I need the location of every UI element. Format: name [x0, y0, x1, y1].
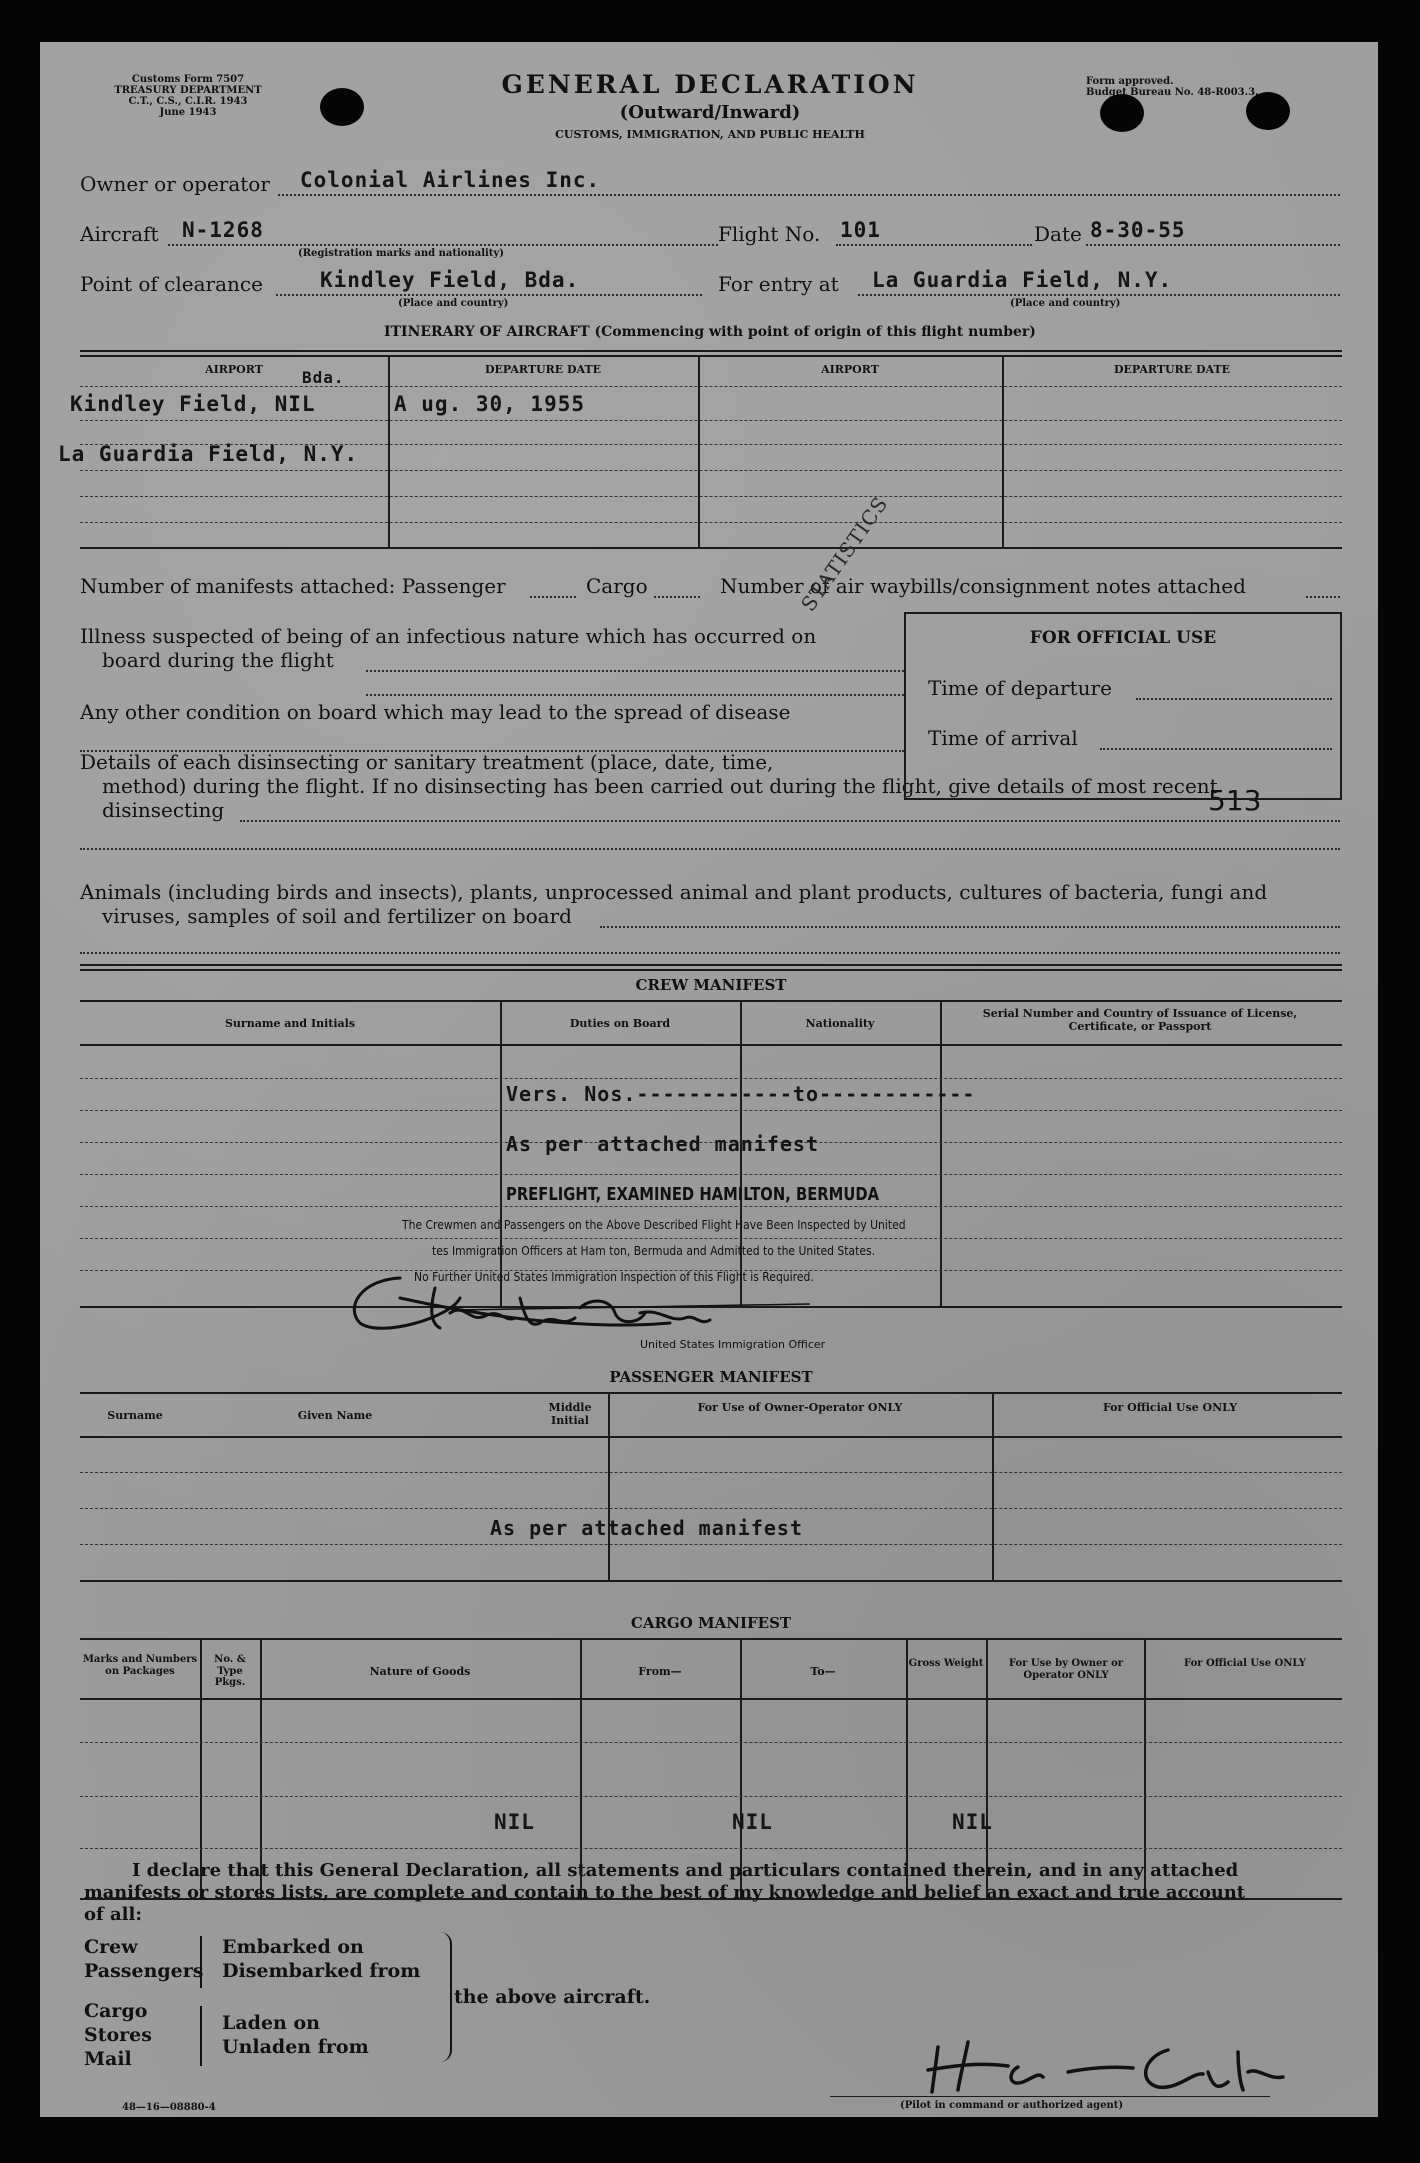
itinerary-div-3 — [1002, 355, 1004, 547]
itinerary-header-departure-2: DEPARTURE DATE — [1113, 363, 1231, 376]
preflight-stamp-line-1: The Crewmen and Passengers on the Above Described Flight Have Been Inspected by United — [402, 1218, 906, 1232]
cargo-header-to: To— — [810, 1665, 836, 1678]
cargo-div — [1144, 1638, 1146, 1898]
declaration-stores: Stores — [84, 2024, 152, 2046]
itinerary-row-line — [80, 522, 1342, 523]
passenger-bottom-rule — [80, 1580, 1342, 1582]
entry-label: For entry at — [718, 272, 839, 296]
declaration-brace-1 — [200, 1936, 202, 1988]
itinerary-bda-note: Bda. — [302, 368, 345, 387]
itinerary-row-line — [80, 470, 1342, 471]
itinerary-departure-1: A ug. 30, 1955 — [394, 392, 586, 416]
cargo-nil-1: NIL — [494, 1810, 535, 1834]
itinerary-top-rule — [80, 350, 1342, 352]
itinerary-bottom-rule — [80, 547, 1342, 549]
cargo-nil-3: NIL — [952, 1810, 993, 1834]
passenger-div-1 — [608, 1392, 610, 1580]
declaration-embarked: Embarked on — [222, 1936, 364, 1958]
entry-note: (Place and country) — [1010, 298, 1121, 309]
declaration-cargo: Cargo — [84, 2000, 148, 2022]
cargo-header-weight: Gross Weight — [908, 1658, 984, 1669]
aircraft-label: Aircraft — [80, 222, 159, 246]
itinerary-airport-1: Kindley Field, NIL — [70, 392, 316, 416]
animals-line — [600, 926, 1340, 928]
entry-line — [858, 294, 1340, 296]
details-line — [240, 820, 1340, 822]
cargo-col-rule — [80, 1698, 1342, 1700]
declaration-text-3: of all: — [84, 1904, 142, 1925]
punch-hole-right-1 — [1100, 94, 1144, 132]
details-line-2 — [80, 848, 1340, 850]
illness-line-2 — [366, 694, 904, 696]
crew-col-rule — [80, 1044, 1342, 1046]
immigration-officer-title: United States Immigration Officer — [640, 1338, 826, 1351]
crew-row-line — [80, 1238, 1342, 1239]
cargo-header-nature: Nature of Goods — [369, 1665, 471, 1678]
owner-label: Owner or operator — [80, 172, 270, 196]
animals-label-1: Animals (including birds and insects), plants, unprocessed animal and plant products, cultures of bacteria, fungi and — [80, 880, 1268, 904]
cargo-header-from: From— — [638, 1665, 682, 1678]
time-of-arrival-label: Time of arrival — [928, 726, 1078, 750]
declaration-text-1: I declare that this General Declaration, all statements and particulars contained therein, and in any attached — [132, 1860, 1239, 1881]
declaration-crew: Crew — [84, 1936, 138, 1958]
crew-header-surname: Surname and Initials — [224, 1017, 356, 1030]
clearance-note: (Place and country) — [398, 298, 509, 309]
illness-label-2: board during the flight — [102, 648, 334, 672]
declaration-unladen: Unladen from — [222, 2036, 369, 2058]
flight-value: 101 — [840, 218, 881, 242]
details-label-3: disinsecting — [102, 798, 225, 822]
itinerary-row-line — [80, 496, 1342, 497]
condition-label: Any other condition on board which may lead to the spread of disease — [80, 700, 791, 724]
pilot-signature-note: (Pilot in command or authorized agent) — [900, 2100, 1124, 2111]
declaration-form — [40, 42, 1378, 2117]
form-id: Customs Form 7507 TREASURY DEPARTMENT C.T., C.S., C.I.R. 1943 June 1943 — [114, 74, 262, 118]
preflight-stamp-line-2: tes Immigration Officers at Ham ton, Bermuda and Admitted to the United States. — [432, 1244, 876, 1258]
crew-header-serial: Serial Number and Country of Issuance of License, Certificate, or Passport — [982, 1007, 1298, 1033]
time-of-departure-label: Time of departure — [928, 676, 1112, 700]
form-approval: Form approved. Budget Bureau No. 48-R003.3. — [1086, 76, 1259, 98]
declaration-above-aircraft: the above aircraft. — [454, 1986, 651, 2008]
illness-label: Illness suspected of being of an infectious nature which has occurred on — [80, 624, 817, 648]
passenger-col-rule — [80, 1436, 1342, 1438]
declaration-text-2: manifests or stores lists, are complete and contain to the best of my knowledge and belief an exact and true account — [84, 1882, 1245, 1903]
itinerary-div-1 — [388, 355, 390, 547]
owner-value: Colonial Airlines Inc. — [300, 168, 601, 192]
cargo-header-type: No. & Type Pkgs. — [214, 1654, 246, 1688]
cargo-header-owner: For Use by Owner or Operator ONLY — [1008, 1658, 1124, 1681]
crew-title: CREW MANIFEST — [635, 976, 787, 994]
itinerary-row-line — [80, 420, 1342, 421]
punch-hole-left — [320, 88, 364, 126]
cargo-label: Cargo — [586, 574, 648, 598]
time-of-arrival-line — [1100, 748, 1332, 750]
itinerary-header-airport-2: AIRPORT — [821, 363, 879, 376]
crew-header-duties: Duties on Board — [569, 1017, 671, 1030]
crew-header-rule — [80, 1000, 1342, 1002]
passenger-header-given: Given Name — [297, 1409, 373, 1422]
animals-line-2 — [80, 952, 1340, 954]
itinerary-top-rule-2 — [80, 355, 1342, 357]
details-label-2: method) during the flight. If no disinsecting has been carried out during the flight, give details of most recent — [102, 774, 1218, 798]
declaration-passengers: Passengers — [84, 1960, 204, 1982]
flight-line — [836, 244, 1032, 246]
crew-typed-1: Vers. Nos.------------to------------ — [506, 1082, 976, 1106]
crew-row-line — [80, 1110, 1342, 1111]
crew-row-line — [80, 1174, 1342, 1175]
flight-label: Flight No. — [718, 222, 821, 246]
passenger-header-rule — [80, 1392, 1342, 1394]
manifests-label: Number of manifests attached: Passenger — [80, 574, 506, 598]
cargo-row-line — [80, 1848, 1342, 1849]
passenger-title: PASSENGER MANIFEST — [609, 1368, 813, 1386]
aircraft-value: N-1268 — [182, 218, 264, 242]
official-use-title: FOR OFFICIAL USE — [1029, 628, 1217, 648]
crew-typed-2: As per attached manifest — [506, 1132, 819, 1156]
form-title: GENERAL DECLARATION — [501, 70, 919, 99]
form-subtitle: (Outward/Inward) — [619, 102, 801, 123]
passenger-typed: As per attached manifest — [490, 1516, 803, 1540]
registration-note: (Registration marks and nationality) — [298, 248, 504, 259]
waybills-count-line — [1306, 596, 1340, 598]
waybills-label: Number of air waybills/consignment notes attached — [720, 574, 1246, 598]
crew-top-rule — [80, 964, 1342, 966]
passenger-row-line — [80, 1544, 1342, 1545]
cargo-div — [906, 1638, 908, 1898]
clearance-label: Point of clearance — [80, 272, 263, 296]
declaration-brace-2 — [200, 2006, 202, 2066]
passenger-header-owner: For Use of Owner-Operator ONLY — [697, 1401, 903, 1414]
cargo-div — [986, 1638, 988, 1898]
itinerary-airport-2: La Guardia Field, N.Y. — [58, 442, 359, 466]
footer-code: 48—16—08880-4 — [122, 2102, 216, 2113]
passenger-header-surname: Surname — [107, 1409, 163, 1422]
itinerary-row-line — [80, 386, 1342, 387]
statistics-stamp: STATISTICS — [796, 491, 893, 616]
itinerary-div-2 — [698, 355, 700, 547]
date-value: 8-30-55 — [1090, 218, 1186, 242]
crew-row-line — [80, 1206, 1342, 1207]
form-subtitle-2: CUSTOMS, IMMIGRATION, AND PUBLIC HEALTH — [555, 128, 865, 141]
itinerary-header-airport-1: AIRPORT — [205, 363, 263, 376]
declaration-laden: Laden on — [222, 2012, 320, 2034]
passenger-row-line — [80, 1472, 1342, 1473]
time-of-departure-line — [1136, 698, 1332, 700]
passenger-count-line — [530, 596, 576, 598]
passenger-div-2 — [992, 1392, 994, 1580]
passenger-row-line — [80, 1508, 1342, 1509]
cargo-row-line — [80, 1742, 1342, 1743]
details-label-1: Details of each disinsecting or sanitary treatment (place, date, time, — [80, 750, 774, 774]
cargo-count-line — [654, 596, 700, 598]
declaration-disembarked: Disembarked from — [222, 1960, 421, 1982]
passenger-header-official: For Official Use ONLY — [1102, 1401, 1238, 1414]
cargo-row-line — [80, 1796, 1342, 1797]
aircraft-line — [168, 244, 718, 246]
cargo-title: CARGO MANIFEST — [630, 1614, 792, 1632]
crew-header-nationality: Nationality — [805, 1017, 875, 1030]
itinerary-header-departure-1: DEPARTURE DATE — [484, 363, 602, 376]
crew-top-rule-2 — [80, 969, 1342, 971]
cargo-header-official: For Official Use ONLY — [1184, 1658, 1306, 1669]
cargo-header-marks: Marks and Numbers on Packages — [82, 1654, 198, 1677]
clearance-line — [276, 294, 702, 296]
passenger-header-middle: Middle Initial — [548, 1401, 592, 1427]
date-label: Date — [1034, 222, 1082, 246]
crew-row-line — [80, 1078, 1342, 1079]
cargo-header-rule — [80, 1638, 1342, 1640]
animals-label-2: viruses, samples of soil and fertilizer on board — [102, 904, 572, 928]
itinerary-title: ITINERARY OF AIRCRAFT (Commencing with point of origin of this flight number) — [384, 324, 1036, 340]
pilot-signature — [908, 2032, 1328, 2102]
preflight-stamp-title: PREFLIGHT, EXAMINED HAMILTON, BERMUDA — [506, 1184, 879, 1205]
entry-value: La Guardia Field, N.Y. — [872, 268, 1173, 292]
pilot-signature-line — [830, 2096, 1270, 2097]
owner-line — [278, 194, 1340, 196]
clearance-value: Kindley Field, Bda. — [320, 268, 580, 292]
declaration-big-brace — [440, 1932, 452, 2062]
handwritten-number: 513 — [1208, 784, 1262, 817]
immigration-officer-signature — [340, 1268, 860, 1348]
illness-line — [366, 670, 904, 672]
preflight-stamp-line-3: No Further United States Immigration Inspection of this Flight is Required. — [414, 1270, 814, 1284]
cargo-nil-2: NIL — [732, 1810, 773, 1834]
declaration-mail: Mail — [84, 2048, 132, 2070]
date-line — [1086, 244, 1340, 246]
